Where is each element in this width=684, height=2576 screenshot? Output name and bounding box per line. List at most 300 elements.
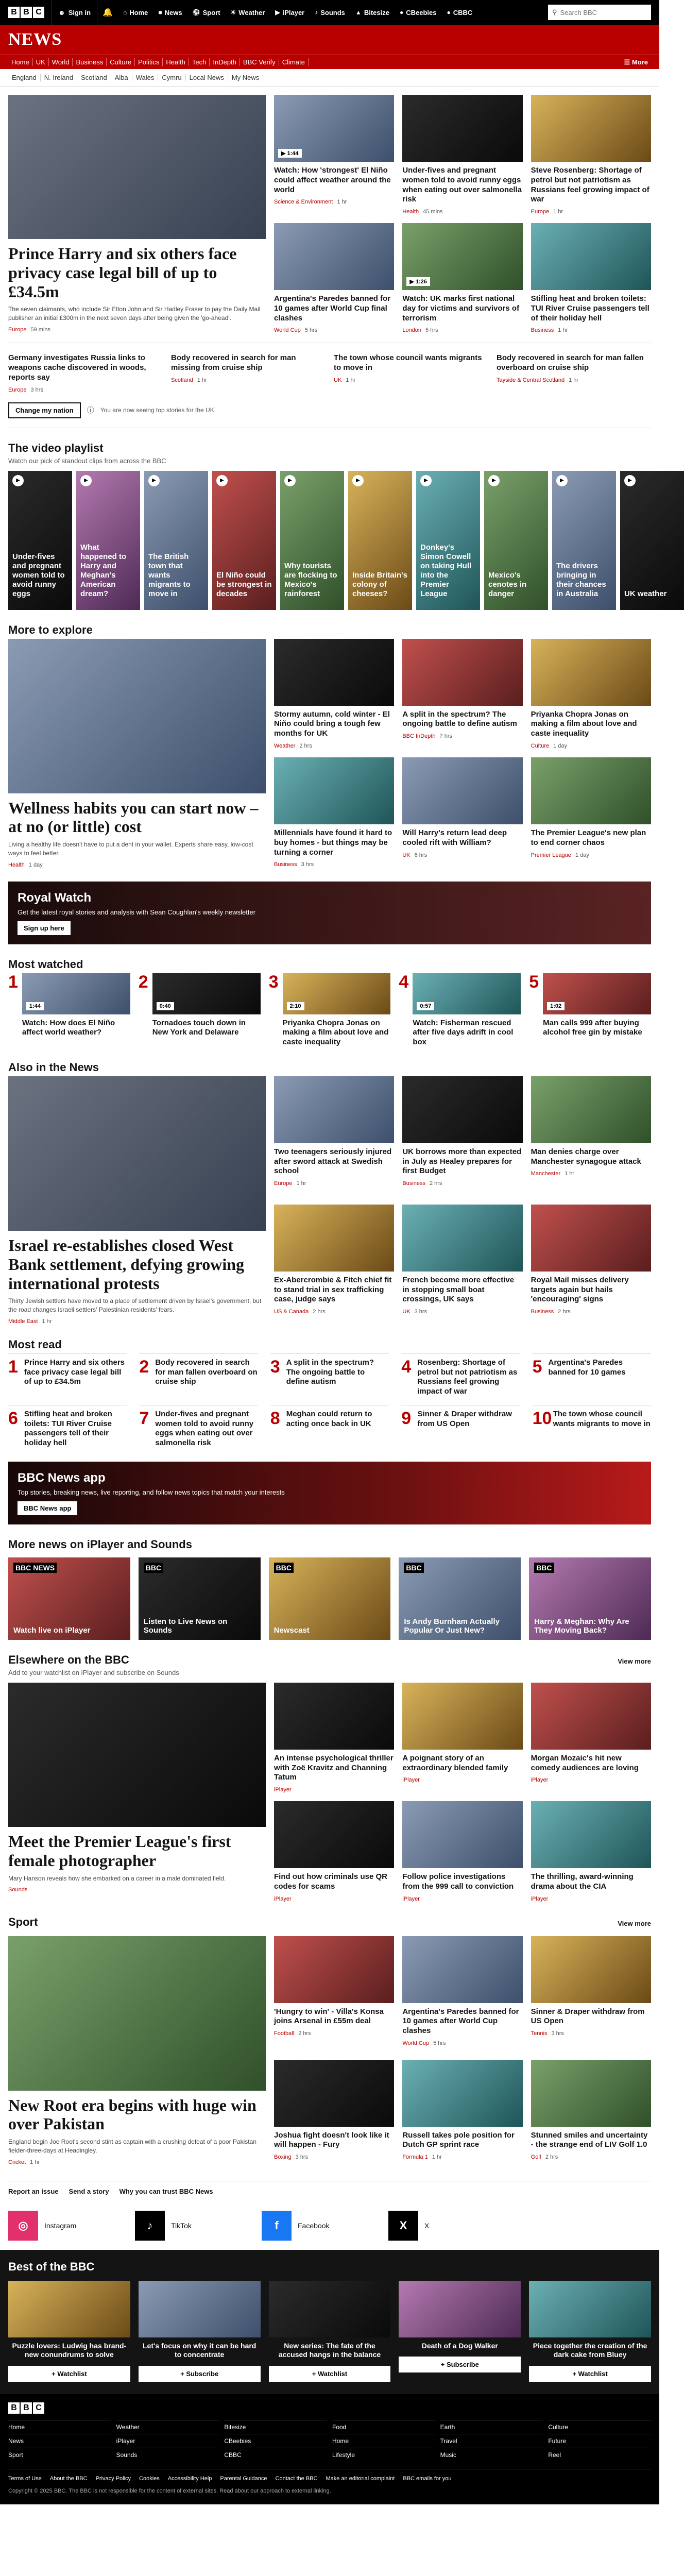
subnav-item[interactable]: Climate (279, 58, 309, 66)
story-card[interactable] (402, 639, 522, 750)
subnav-item[interactable]: Politics (135, 58, 163, 66)
story-card[interactable] (402, 1801, 522, 1902)
video-card[interactable] (212, 471, 276, 610)
footer-link[interactable]: Bitesize (224, 2420, 327, 2434)
story-card[interactable] (274, 95, 394, 215)
nav-cbeebies[interactable] (395, 0, 442, 25)
story-tag[interactable]: iPlayer (531, 1777, 549, 1784)
story-card[interactable] (531, 1683, 651, 1793)
story-time: 2 hrs (299, 742, 312, 749)
story-time: 45 mins (423, 209, 443, 215)
story-time: 1 hr (569, 377, 579, 383)
story-card[interactable] (274, 639, 394, 750)
explore-lead[interactable] (8, 639, 266, 868)
story-tag[interactable]: Formula 1 (402, 2154, 428, 2161)
story-tag[interactable]: World Cup (402, 2040, 430, 2046)
story-headline[interactable]: Body recovered in search for man fallen overboard on cruise ship (497, 353, 644, 372)
story-headline[interactable]: Ex-Abercrombie & Fitch chief fit to stand trial in sex trafficking case, judge says (274, 1275, 392, 1304)
story-card[interactable] (402, 1683, 522, 1793)
footer-link[interactable]: iPlayer (116, 2434, 219, 2448)
footer-link[interactable]: Weather (116, 2420, 219, 2434)
best-title[interactable]: Let's focus on why it can be hard to concentrate (143, 2341, 256, 2359)
social-link[interactable] (135, 2211, 253, 2241)
lead-story[interactable] (8, 95, 266, 333)
most-read-item[interactable] (8, 1353, 127, 1397)
story-headline[interactable]: Two teenagers seriously injured after sword attack at Swedish school (274, 1147, 392, 1176)
story-headline[interactable]: Joshua fight doesn't look like it will happen - Fury (274, 2130, 389, 2149)
story-meta (402, 1896, 522, 1902)
story-meta (531, 2154, 651, 2160)
video-card[interactable] (416, 471, 480, 610)
news-banner (0, 25, 659, 55)
footer-link[interactable]: Sport (8, 2448, 111, 2462)
story-headline[interactable]: Man denies charge over Manchester synagogue attack (531, 1147, 641, 1166)
region-item[interactable]: Cymru (158, 74, 185, 81)
story-headline[interactable]: Watch: How 'strongest' El Niño could affect weather around the world (274, 166, 391, 194)
story-card[interactable] (274, 1936, 394, 2052)
story-card[interactable] (274, 1076, 394, 1196)
best-image[interactable] (139, 2281, 261, 2337)
best-image[interactable] (269, 2281, 391, 2337)
story-headline[interactable]: Steve Rosenberg: Shortage of petrol but not patriotism as Russians feel growing impact of war (531, 166, 649, 204)
best-action-button[interactable]: + Watchlist (269, 2366, 391, 2382)
story-tag[interactable]: Business (531, 327, 554, 334)
story-headline[interactable]: Morgan Mozaic's hit new comedy audiences are loving (531, 1753, 639, 1772)
story-headline[interactable]: An intense psychological thriller with Zoë Kravitz and Channing Tatum (274, 1753, 394, 1782)
footer-policy-link[interactable]: About the BBC (49, 2475, 88, 2482)
lead-image (8, 95, 266, 239)
footer-link[interactable]: Reel (548, 2448, 651, 2462)
social-link[interactable] (388, 2211, 507, 2241)
rank-number: 2 (138, 972, 148, 992)
footer-link[interactable]: Travel (440, 2434, 543, 2448)
story-tag[interactable]: iPlayer (274, 1787, 292, 1793)
best-action-button[interactable]: + Watchlist (529, 2366, 651, 2382)
story-tag[interactable]: UK (402, 852, 411, 858)
story-card[interactable] (531, 757, 651, 868)
video-thumbnail (152, 973, 261, 1014)
most-watched-item[interactable] (139, 973, 261, 1047)
news-title[interactable]: NEWS (8, 30, 62, 49)
story-time: 2 hrs (298, 2030, 311, 2037)
footer-link[interactable]: Culture (548, 2420, 651, 2434)
footer-policy-link[interactable]: Privacy Policy (95, 2475, 131, 2482)
story-headline[interactable]: Royal Mail misses delivery targets again but hails 'encouraging' signs (531, 1275, 629, 1304)
story-tag[interactable]: US & Canada (274, 1309, 309, 1315)
story-card[interactable] (402, 757, 522, 868)
view-more-link[interactable]: View more (618, 1919, 651, 1927)
story-headline[interactable]: Under-fives and pregnant women told to avoid runny eggs when eating out over salmonella risk (155, 1409, 254, 1448)
footer-link[interactable]: CBeebies (224, 2434, 327, 2448)
top-stories (8, 95, 651, 333)
best-title[interactable]: Piece together the creation of the dark cake from Bluey (533, 2341, 647, 2359)
story-tag[interactable]: Health (402, 209, 419, 215)
best-title[interactable]: New series: The fate of the accused hangs in the balance (278, 2341, 381, 2359)
iplayer-card[interactable] (269, 1557, 391, 1640)
video-duration: 2:10 (287, 1002, 304, 1010)
story-headline[interactable]: Body recovered in search for man missing from cruise ship (171, 353, 296, 372)
story-meta (8, 2159, 266, 2165)
story-tag[interactable]: Sounds (8, 1887, 28, 1893)
lead-headline[interactable]: Prince Harry and six others face privacy case legal bill of up to £34.5m (8, 244, 237, 301)
best-action-button[interactable]: + Subscribe (139, 2366, 261, 2382)
explore-lead-headline[interactable]: Wellness habits you can start now – at no (or little) cost (8, 798, 259, 836)
story-headline[interactable]: Priyanka Chopra Jonas on making a film about love and caste inequality (531, 709, 637, 738)
most-read-item[interactable] (139, 1405, 258, 1448)
story-card[interactable] (402, 95, 522, 215)
story-tag[interactable]: Football (274, 2030, 295, 2037)
story-headline[interactable]: Watch: Fisherman rescued after five days adrift in cool box (413, 1018, 514, 1047)
story-headline[interactable]: Meghan could return to acting once back in UK (286, 1409, 372, 1428)
region-item[interactable]: Local News (186, 74, 228, 81)
most-read-item[interactable] (401, 1405, 520, 1448)
story-card[interactable] (8, 349, 163, 393)
story-time: 1 hr (558, 327, 568, 334)
story-tag[interactable]: Tayside & Central Scotland (497, 377, 565, 383)
story-headline[interactable]: French become more effective in stopping small boat crossings, UK says (402, 1275, 515, 1304)
story-meta (402, 852, 522, 858)
story-time: 2 hrs (313, 1309, 326, 1315)
iplayer-card[interactable] (399, 1557, 521, 1640)
story-image (274, 1683, 394, 1750)
best-image[interactable] (8, 2281, 130, 2337)
video-card[interactable] (144, 471, 208, 610)
footer-link[interactable]: News (8, 2434, 111, 2448)
best-image[interactable] (529, 2281, 651, 2337)
story-tag[interactable]: Europe (531, 209, 550, 215)
story-tag[interactable]: London (402, 327, 422, 334)
story-card[interactable] (497, 349, 651, 393)
footer-link[interactable]: Home (8, 2420, 111, 2434)
story-headline[interactable]: Watch: How does El Niño affect world weather? (22, 1018, 115, 1037)
best-grid (8, 2281, 651, 2382)
story-headline[interactable]: Under-fives and pregnant women told to avoid runny eggs when eating out over salmonella risk (402, 166, 522, 204)
best-action-button[interactable]: + Watchlist (8, 2366, 130, 2382)
story-headline[interactable]: Argentina's Paredes banned for 10 games after World Cup final clashes (274, 294, 391, 323)
nav-home[interactable] (118, 0, 153, 25)
story-card[interactable] (402, 1936, 522, 2052)
story-tag[interactable]: UK (334, 377, 342, 383)
story-headline[interactable]: Body recovered in search for man fallen overboard on cruise ship (155, 1358, 258, 1386)
best-item (399, 2281, 521, 2382)
iplayer-card[interactable] (139, 1557, 261, 1640)
best-title[interactable]: Puzzle lovers: Ludwig has brand-new conundrums to solve (12, 2341, 127, 2359)
story-card[interactable] (531, 95, 651, 215)
story-meta (274, 199, 394, 205)
send-story-link[interactable]: Send a story (69, 2187, 109, 2195)
story-meta (274, 2154, 394, 2160)
story-time: 1 hr (565, 1171, 575, 1177)
story-headline[interactable]: A split in the spectrum? The ongoing battle to define autism (286, 1358, 374, 1386)
footer-policy-link[interactable]: Cookies (139, 2475, 160, 2482)
video-card[interactable] (620, 471, 684, 610)
story-card[interactable] (274, 223, 394, 333)
subnav-item[interactable]: Home (8, 58, 33, 66)
rank-number: 5 (532, 1357, 542, 1377)
subnav-item[interactable]: Tech (189, 58, 210, 66)
signup-button[interactable]: Sign up here (18, 921, 71, 935)
footer-policy-link[interactable]: Terms of Use (8, 2475, 42, 2482)
subnav-more[interactable] (621, 58, 651, 66)
story-card[interactable] (531, 1801, 651, 1902)
nav-weather[interactable] (226, 0, 270, 25)
region-item[interactable]: My News (228, 74, 263, 81)
also-lead-headline[interactable]: Israel re-establishes closed West Bank settlement, defying growing international protests (8, 1235, 245, 1293)
nav-label: CBeebies (406, 8, 437, 16)
report-issue-link[interactable]: Report an issue (8, 2187, 59, 2195)
footer-link[interactable]: Music (440, 2448, 543, 2462)
story-headline[interactable]: Germany investigates Russia links to weapons cache discovered in woods, reports say (8, 353, 146, 382)
play-icon: ▶ (281, 150, 287, 157)
story-tag[interactable]: Europe (274, 1180, 293, 1187)
bbc-logo[interactable] (8, 7, 44, 18)
play-icon: ▶ (148, 475, 160, 486)
nav-label: CBBC (453, 8, 473, 16)
best-action-button[interactable]: + Subscribe (399, 2357, 521, 2372)
story-tag[interactable]: Weather (274, 742, 296, 749)
region-item[interactable]: England (8, 74, 41, 81)
story-headline[interactable]: Rosenberg: Shortage of petrol but not patriotism as Russians feel growing impact of war (417, 1358, 518, 1396)
region-item[interactable]: Alba (111, 74, 132, 81)
footer-logo[interactable] (8, 2402, 644, 2414)
story-card[interactable] (402, 2060, 522, 2165)
subnav-item[interactable]: BBC Verify (240, 58, 279, 66)
video-card[interactable] (348, 471, 412, 610)
story-card[interactable] (402, 223, 522, 333)
footer-policy-link[interactable]: Parental Guidance (220, 2475, 267, 2482)
most-read-item[interactable] (533, 1405, 651, 1448)
video-card[interactable] (8, 471, 72, 610)
logo-letter: C (33, 7, 44, 18)
story-headline[interactable]: Find out how criminals use QR codes for scams (274, 1872, 388, 1891)
video-card[interactable] (552, 471, 616, 610)
nav-news[interactable] (153, 0, 187, 25)
footer-link[interactable]: Earth (440, 2420, 543, 2434)
story-headline[interactable]: Will Harry's return lead deep cooled rift with William? (402, 828, 507, 847)
story-tag[interactable]: Business (402, 1180, 425, 1187)
story-tag[interactable]: iPlayer (402, 1777, 420, 1784)
footer-link[interactable]: Future (548, 2434, 651, 2448)
story-tag[interactable]: iPlayer (274, 1895, 292, 1902)
subnav-item[interactable]: InDepth (210, 58, 240, 66)
story-headline[interactable]: A split in the spectrum? The ongoing battle to define autism (402, 709, 517, 728)
story-meta (334, 377, 488, 383)
story-headline[interactable]: The Premier League's new plan to end corner chaos (531, 828, 646, 847)
footer-policy-link[interactable]: Accessibility Help (167, 2475, 212, 2482)
story-card[interactable] (171, 349, 326, 393)
search-box (548, 5, 651, 20)
story-time: 3 hrs (551, 2030, 564, 2037)
story-card[interactable] (531, 1205, 651, 1325)
story-tag[interactable]: Europe (8, 326, 27, 333)
footer-policy-link[interactable]: Contact the BBC (275, 2475, 318, 2482)
story-time: 5 hrs (304, 327, 318, 334)
story-headline[interactable]: Sinner & Draper withdraw from US Open (531, 2007, 645, 2026)
nav-cbbc[interactable] (441, 0, 477, 25)
story-card[interactable] (274, 757, 394, 868)
story-card[interactable] (274, 1683, 394, 1793)
story-tag[interactable]: Golf (531, 2154, 541, 2161)
story-headline[interactable]: Follow police investigations from the 999 call to conviction (402, 1872, 514, 1891)
footer-link[interactable]: Food (332, 2420, 435, 2434)
story-card[interactable] (531, 639, 651, 750)
elsewhere-header (8, 1640, 651, 1669)
story-card[interactable] (274, 2060, 394, 2165)
video-card[interactable] (76, 471, 140, 610)
story-headline[interactable]: Tornadoes touch down in New York and Delaware (152, 1018, 246, 1037)
story-headline[interactable]: The town whose council wants migrants to move in (334, 353, 482, 372)
story-card[interactable] (531, 223, 651, 333)
social-link[interactable] (8, 2211, 127, 2241)
subnav-item[interactable]: World (49, 58, 73, 66)
story-tag[interactable]: Business (531, 1309, 554, 1315)
most-read-item[interactable] (401, 1353, 520, 1397)
app-button[interactable]: BBC News app (18, 1501, 77, 1515)
story-headline[interactable]: Stifling heat and broken toilets: TUI River Cruise passengers tell of their holiday hell (24, 1409, 112, 1448)
story-tag[interactable]: iPlayer (402, 1895, 420, 1902)
story-tag[interactable]: World Cup (274, 327, 301, 334)
story-tag[interactable]: UK (402, 1309, 411, 1315)
story-image (402, 1205, 522, 1272)
most-read-item[interactable] (270, 1405, 389, 1448)
story-tag[interactable]: Business (274, 861, 297, 868)
most-watched-item[interactable] (269, 973, 391, 1047)
story-headline[interactable]: Stifling heat and broken toilets: TUI River Cruise passengers tell of their holiday hell (531, 294, 649, 323)
story-card[interactable] (274, 1801, 394, 1902)
top-stories-row (8, 343, 651, 393)
most-watched-item[interactable] (529, 973, 651, 1047)
best-title[interactable]: Death of a Dog Walker (421, 2341, 498, 2350)
footer-link[interactable]: CBBC (224, 2448, 327, 2462)
bell-icon[interactable]: 🔔 (102, 8, 113, 17)
story-card[interactable] (531, 1076, 651, 1196)
story-headline[interactable]: Argentina's Paredes banned for 10 games after World Cup clashes (402, 2007, 519, 2036)
most-read-item[interactable] (8, 1405, 127, 1448)
trust-link[interactable]: Why you can trust BBC News (119, 2187, 213, 2195)
story-headline[interactable]: Prince Harry and six others face privacy case legal bill of up to £34.5m (24, 1358, 125, 1386)
story-headline[interactable]: Watch: UK marks first national day for victims and survivors of terrorism (402, 294, 520, 323)
subnav-item[interactable]: Culture (107, 58, 135, 66)
most-read-item[interactable] (270, 1353, 389, 1397)
story-image (402, 639, 522, 706)
most-watched-item[interactable] (399, 973, 521, 1047)
rank-number: 4 (401, 1357, 412, 1377)
most-watched-item[interactable] (8, 973, 130, 1047)
search-input[interactable] (560, 9, 638, 16)
story-tag[interactable]: Scotland (171, 377, 193, 383)
also-lead[interactable] (8, 1076, 266, 1325)
story-headline[interactable]: Russell takes pole position for Dutch GP sprint race (402, 2130, 515, 2149)
footer-link[interactable]: Lifestyle (332, 2448, 435, 2462)
story-meta (8, 327, 266, 333)
story-headline[interactable]: Stunned smiles and uncertainty - the strange end of LIV Golf 1.0 (531, 2130, 648, 2149)
story-meta (274, 861, 394, 868)
story-meta (531, 2030, 651, 2037)
footer-link[interactable]: Home (332, 2434, 435, 2448)
story-headline[interactable]: The thrilling, award-winning drama about the CIA (531, 1872, 634, 1891)
story-card[interactable] (531, 1936, 651, 2052)
story-card[interactable] (402, 1205, 522, 1325)
story-headline[interactable]: Priyanka Chopra Jonas on making a film about love and caste inequality (282, 1018, 389, 1047)
nav-sport[interactable] (187, 0, 226, 25)
most-read-item[interactable] (139, 1353, 258, 1397)
subnav-item[interactable]: Business (73, 58, 107, 66)
story-headline[interactable]: Sinner & Draper withdraw from US Open (417, 1409, 512, 1428)
story-meta (402, 1777, 522, 1783)
story-tag[interactable]: Culture (531, 742, 550, 749)
story-tag[interactable]: Tennis (531, 2030, 548, 2037)
sport-lead-headline[interactable]: New Root era begins with huge win over Pakistan (8, 2095, 256, 2133)
nav-bitesize[interactable] (350, 0, 395, 25)
nav-iplayer[interactable] (270, 0, 310, 25)
story-headline[interactable]: A poignant story of an extraordinary blended family (402, 1753, 508, 1772)
best-title: Best of the BBC (8, 2260, 95, 2273)
story-headline[interactable]: Man calls 999 after buying alcohol free gin by mistake (543, 1018, 642, 1037)
search-icon[interactable]: ⚲ (552, 8, 557, 16)
nav-sounds[interactable] (310, 0, 350, 25)
most-read-item[interactable] (533, 1353, 651, 1397)
story-headline[interactable]: Argentina's Paredes banned for 10 games (548, 1358, 626, 1377)
video-playlist-sub: Watch our pick of standout clips from across the BBC (8, 456, 166, 465)
story-headline[interactable]: 'Hungry to win' - Villa's Konsa joins Arsenal in £55m deal (274, 2007, 384, 2026)
region-item[interactable]: N. Ireland (41, 74, 77, 81)
region-item[interactable]: Wales (132, 74, 159, 81)
story-tag[interactable]: Boxing (274, 2154, 292, 2161)
story-card[interactable] (274, 1205, 394, 1325)
subnav-item[interactable]: Health (163, 58, 189, 66)
social-link[interactable] (262, 2211, 380, 2241)
story-tag[interactable]: Manchester (531, 1171, 561, 1177)
iplayer-card[interactable] (8, 1557, 130, 1640)
story-tag[interactable]: Europe (8, 386, 27, 393)
story-meta (402, 2154, 522, 2160)
footer-link[interactable]: Sounds (116, 2448, 219, 2462)
subnav-item[interactable]: UK (33, 58, 49, 66)
story-headline[interactable]: The town whose council wants migrants to move in (553, 1409, 651, 1428)
view-more-link[interactable]: View more (618, 1657, 651, 1665)
story-tag[interactable]: Cricket (8, 2159, 26, 2165)
iplayer-card[interactable] (529, 1557, 651, 1640)
elsewhere-lead[interactable] (8, 1683, 266, 1902)
story-card[interactable] (334, 349, 488, 393)
sport-lead[interactable] (8, 1936, 266, 2165)
change-nation-button[interactable]: Change my nation (8, 402, 81, 418)
play-icon: ▶ (216, 475, 228, 486)
region-item[interactable]: Scotland (77, 74, 111, 81)
sign-in-link[interactable] (52, 0, 97, 25)
story-headline[interactable]: Millennials have found it hard to buy homes - but things may be turning a corner (274, 828, 392, 857)
video-card[interactable] (484, 471, 548, 610)
app-text: Top stories, breaking news, live reporting, and follow news topics that match your interests (18, 1488, 285, 1496)
story-tag[interactable]: Health (8, 861, 25, 868)
story-tag[interactable]: Science & Environment (274, 199, 333, 206)
story-tag[interactable]: Middle East (8, 1318, 38, 1325)
story-tag[interactable]: Premier League (531, 852, 571, 858)
footer-policy-link[interactable]: BBC emails for you (403, 2475, 452, 2482)
video-card[interactable] (280, 471, 344, 610)
news-icon: ■ (158, 9, 162, 16)
story-headline[interactable]: UK borrows more than expected in July as Healey prepares for first Budget (402, 1147, 522, 1176)
elsewhere-lead-headline[interactable]: Meet the Premier League's first female photographer (8, 1832, 231, 1870)
footer-policy-link[interactable]: Make an editorial complaint (326, 2475, 395, 2482)
story-tag[interactable]: iPlayer (531, 1895, 549, 1902)
story-card[interactable] (402, 1076, 522, 1196)
story-tag[interactable]: BBC InDepth (402, 733, 436, 739)
story-meta (402, 327, 522, 333)
best-image[interactable] (399, 2281, 521, 2337)
story-card[interactable] (531, 2060, 651, 2165)
story-headline[interactable]: Stormy autumn, cold winter - El Niño could bring a tough few months for UK (274, 709, 390, 738)
